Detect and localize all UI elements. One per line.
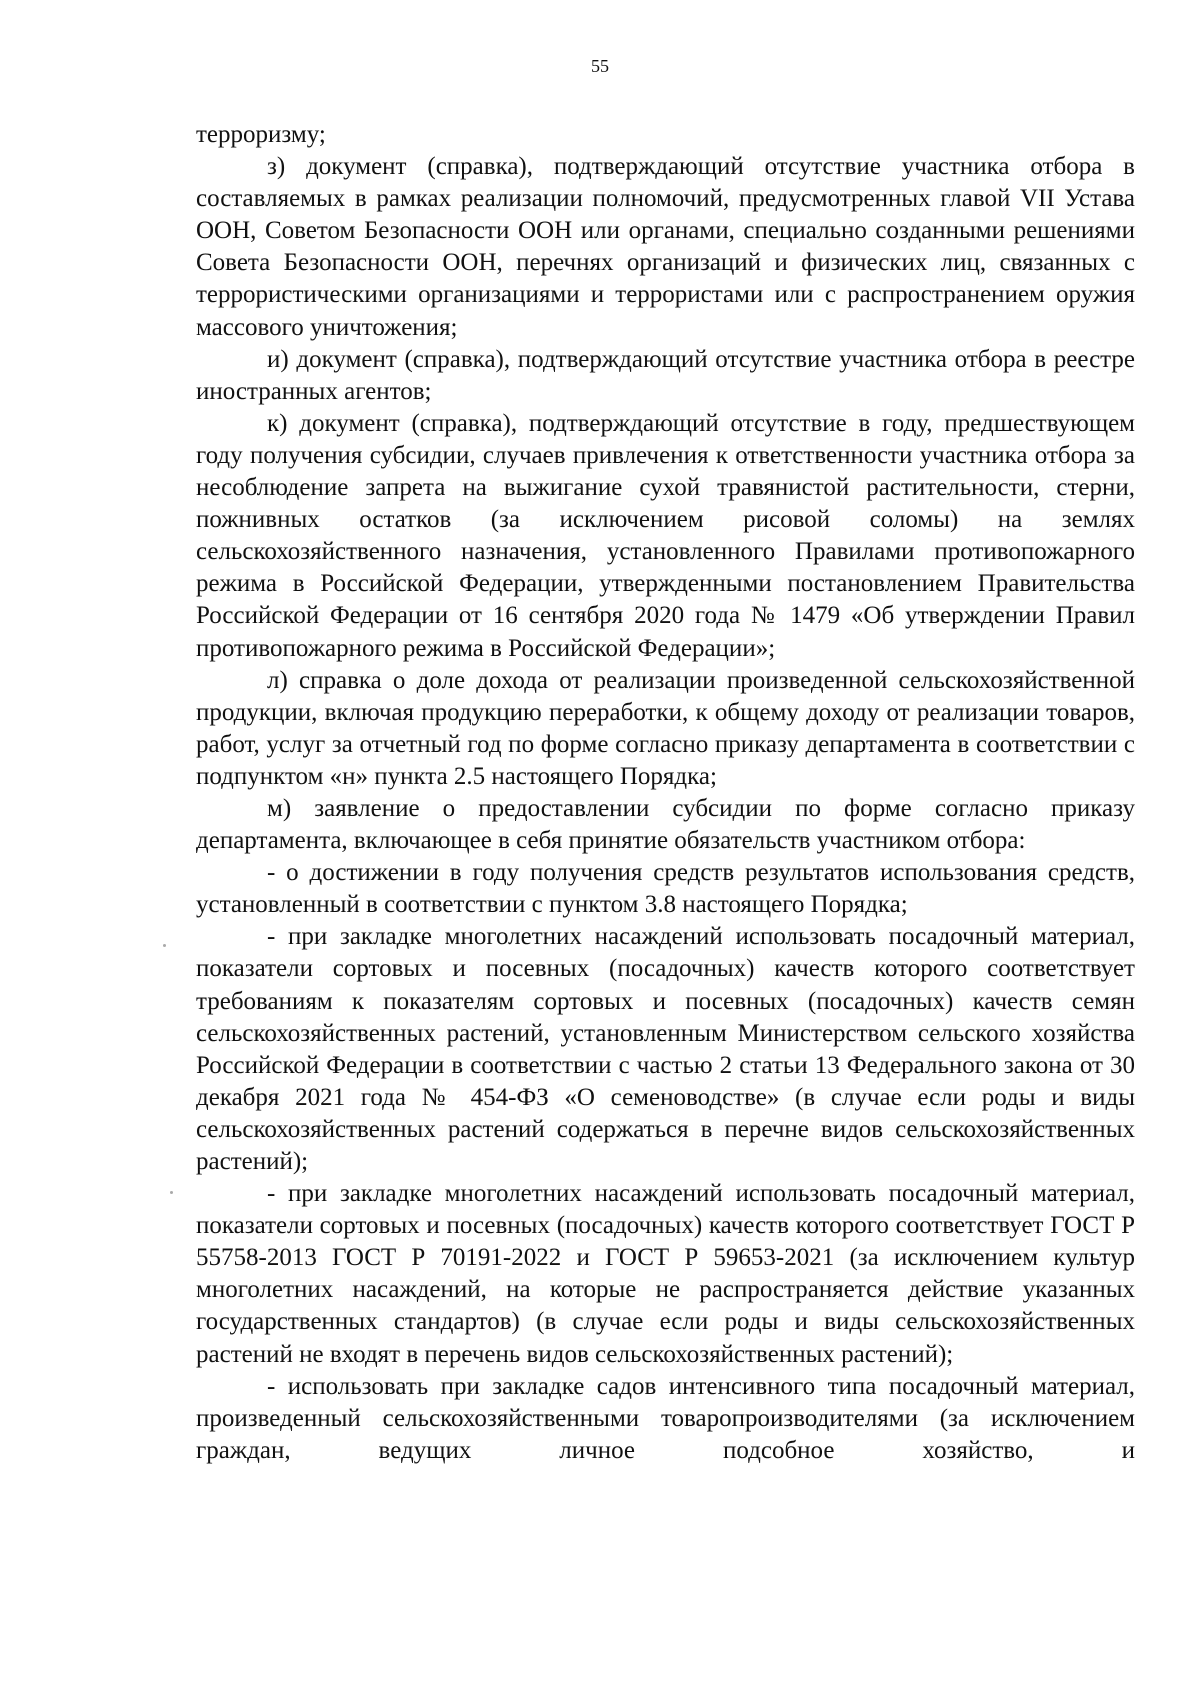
- paragraph-item-m: м) заявление о предоставлении субсидии по форме согласно приказу департамента, включающее в себя принятие обязательств участником отбора:: [196, 794, 1135, 855]
- paragraph-item-l: л) справка о доле дохода от реализации произведенной сельскохозяйственной продукции, включая продукцию переработки, к общему доходу от реализации товаров, работ, услуг за отчетный год по форме согласно приказу департамента в соответствии с подпунктом «н» пункта 2.5 настоящего Порядка;: [196, 666, 1135, 790]
- scan-speck: [170, 1191, 173, 1194]
- page-number: 55: [591, 56, 609, 76]
- document-body: [196, 119, 1135, 1467]
- paragraph-obligation-seed-requirements: - при закладке многолетних насаждений использовать посадочный материал, показатели сортовых и посевных (посадочных) качеств которого соответствует требованиям к показателям сортовых и посевных (посадочных) качеств семян сельскохозяйственных растений, установленным Министерством сельского хозяйства Российской Федерации в соответствии с частью 2 статьи 13 Федерального закона от 30 декабря 2021 года № 454-ФЗ «О семеноводстве» (в случае если роды и виды сельскохозяйственных растений содержаться в перечне видов сельскохозяйственных растений);: [196, 923, 1135, 1175]
- paragraph-item-k: к) документ (справка), подтверждающий отсутствие в году, предшествующем году получения субсидии, случаев привлечения к ответственности участника отбора за несоблюдение запрета на выжигание сухой травянистой растительности, стерни, пожнивных остатков (за исключением рисовой соломы) на землях сельскохозяйственного назначения, установленного Правилами противопожарного режима в Российской Федерации, утвержденными постановлением Правительства Российской Федерации от 16 сентября 2020 года № 1479 «Об утверждении Правил противопожарного режима в Российской Федерации»;: [196, 409, 1135, 662]
- scan-speck: [163, 944, 166, 947]
- paragraph-item-z: з) документ (справка), подтверждающий отсутствие участника отбора в составляемых в рамках реализации полномочий, предусмотренных главой VII Устава ООН, Советом Безопасности ООН или органами, специально созданными решениями Совета Безопасности ООН, перечнях организаций и физических лиц, связанных с террористическими организациями и террористами или с распространением оружия массового уничтожения;: [196, 153, 1135, 341]
- paragraph-obligation-intensive-orchards: - использовать при закладке садов интенсивного типа посадочный материал, произведенный сельскохозяйственными товаропроизводителями (за исключением граждан, ведущих личное подсобное хозяйство, и: [196, 1372, 1135, 1464]
- paragraph-item-i: и) документ (справка), подтверждающий отсутствие участника отбора в реестре иностранных агентов;: [196, 345, 1135, 405]
- paragraph-obligation-results: - о достижении в году получения средств результатов использования средств, установленный в соответствии с пунктом 3.8 настоящего Порядка;: [196, 859, 1135, 919]
- paragraph-continuation: терроризму;: [196, 121, 326, 148]
- paragraph-obligation-gost: - при закладке многолетних насаждений использовать посадочный материал, показатели сортовых и посевных (посадочных) качеств которого соответствует ГОСТ Р 55758-2013 ГОСТ Р 70191-2022 и ГОСТ Р 59653-2021 (за исключением культур многолетних насаждений, на которые не распространяется действие указанных государственных стандартов) (в случае если роды и виды сельскохозяйственных растений не входят в перечень видов сельскохозяйственных растений);: [196, 1180, 1135, 1368]
